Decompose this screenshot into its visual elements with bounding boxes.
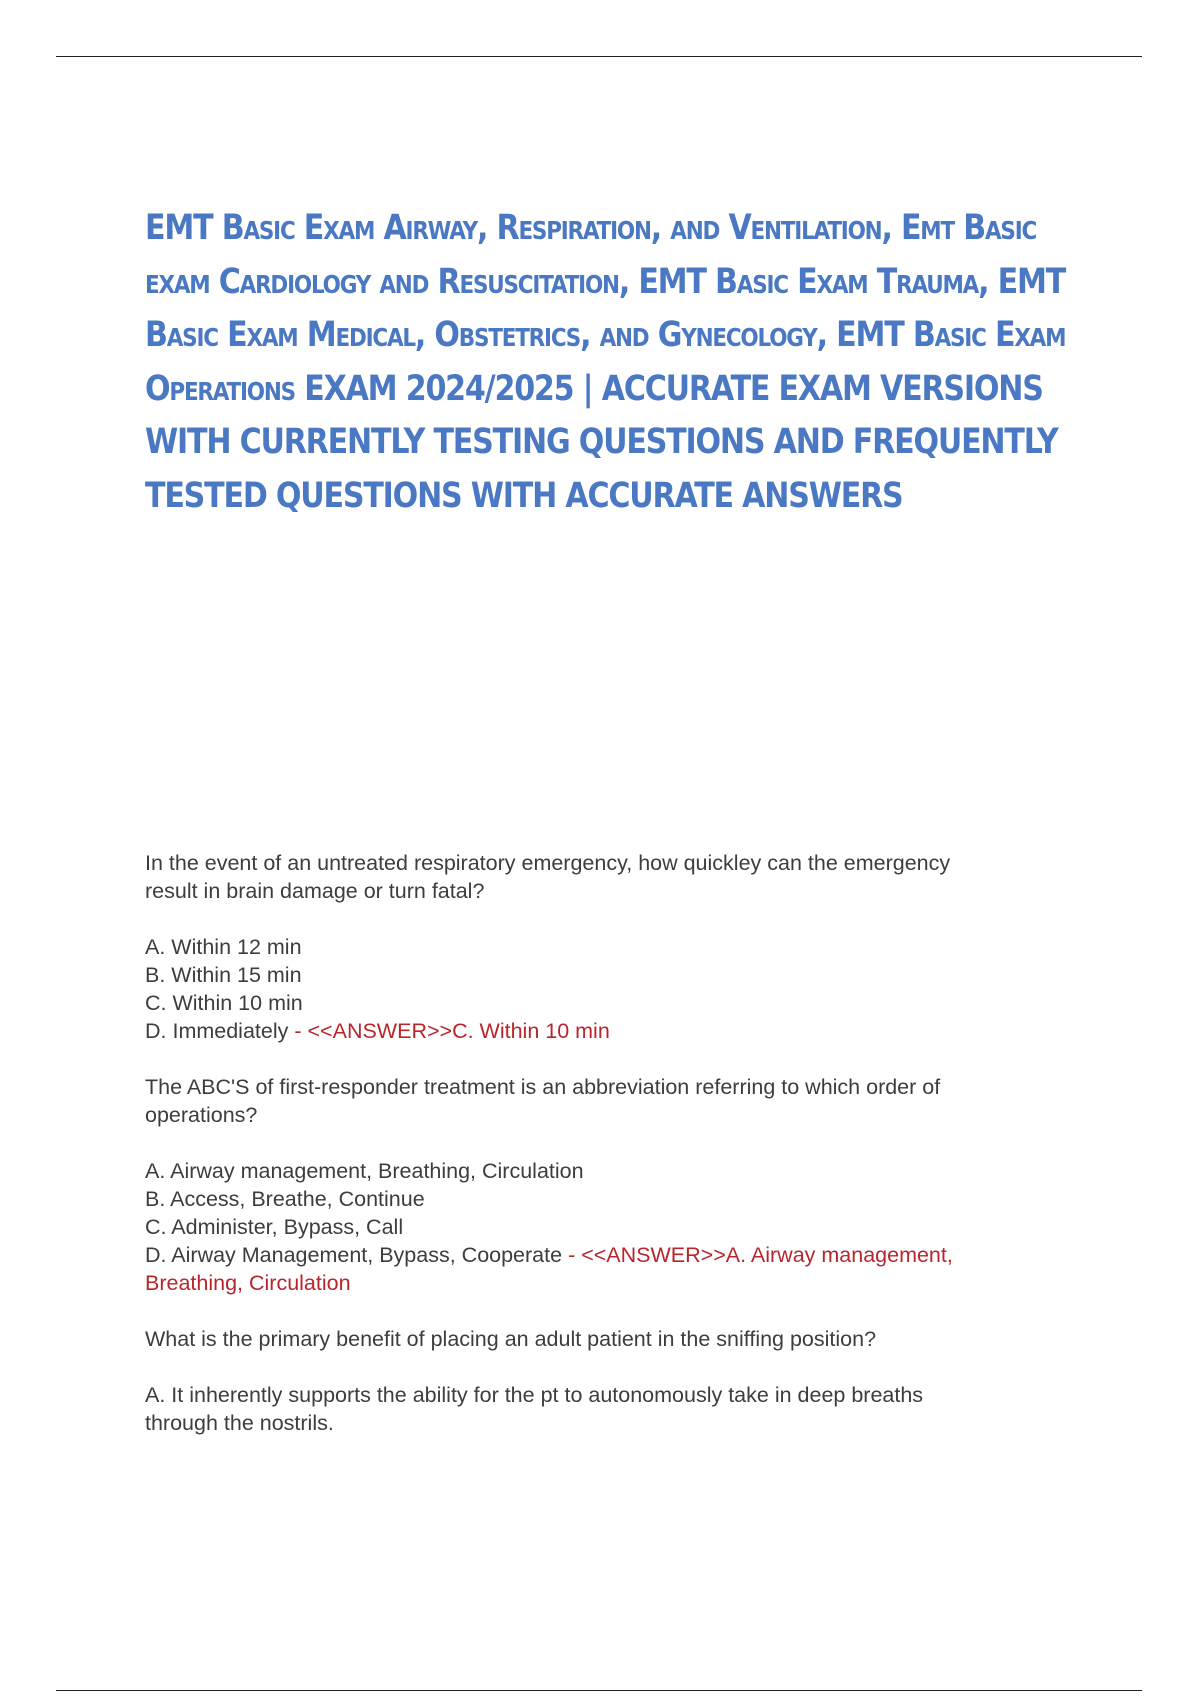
question-block <box>145 1325 1075 1437</box>
option-item: B. Within 15 min <box>145 963 302 987</box>
question-line: The ABC'S of first-responder treatment is an abbreviation referring to which order of <box>145 1075 941 1099</box>
option-item-continued: through the nostrils. <box>145 1411 334 1435</box>
bottom-divider <box>56 1690 1142 1691</box>
question-text <box>145 1325 1075 1353</box>
correct-answer: - <<ANSWER>>C. Within 10 min <box>294 1019 610 1043</box>
title-line: WITH CURRENTLY TESTING QUESTIONS AND FREQUENTLY <box>145 422 1058 462</box>
option-item: A. It inherently supports the ability for the pt to autonomously take in deep breaths <box>145 1383 924 1407</box>
option-item: C. Administer, Bypass, Call <box>145 1215 404 1239</box>
top-divider <box>56 56 1142 57</box>
option-item: A. Within 12 min <box>145 935 302 959</box>
title-line-smallcaps-part: Operations <box>145 368 295 409</box>
option-item-last <box>145 1241 1075 1269</box>
question-list <box>145 849 1075 1465</box>
title-line: TESTED QUESTIONS WITH ACCURATE ANSWERS <box>145 475 903 516</box>
question-line: In the event of an untreated respiratory emergency, how quickley can the emergency <box>145 851 951 875</box>
question-block <box>145 849 1075 1045</box>
question-block <box>145 1073 1075 1297</box>
option-item: B. Access, Breathe, Continue <box>145 1187 425 1211</box>
question-text <box>145 1073 1075 1129</box>
answer-options <box>145 933 1075 1045</box>
option-item: A. Airway management, Breathing, Circulation <box>145 1159 584 1183</box>
title-line: Basic Exam Medical, Obstetrics, and Gynecology, EMT Basic Exam <box>145 315 1066 355</box>
title-line <box>145 363 1043 417</box>
question-line: result in brain damage or turn fatal? <box>145 879 485 903</box>
correct-answer-continued: Breathing, Circulation <box>145 1271 351 1295</box>
question-line: What is the primary benefit of placing an adult patient in the sniffing position? <box>145 1327 877 1351</box>
answer-options <box>145 1381 1075 1437</box>
title-line-caps-part: EXAM 2024/2025 | ACCURATE EXAM VERSIONS <box>294 368 1043 409</box>
document-title <box>145 202 1066 523</box>
correct-answer: - <<ANSWER>>A. Airway management, <box>568 1243 953 1267</box>
option-text: D. Immediately <box>145 1019 289 1043</box>
title-line: exam Cardiology and Resuscitation, EMT Basic Exam Trauma, EMT <box>145 261 1066 302</box>
option-item-last <box>145 1017 1075 1045</box>
answer-options <box>145 1157 1075 1297</box>
title-line: EMT Basic Exam Airway, Respiration, and Ventilation, Emt Basic <box>145 208 1037 248</box>
option-text: D. Airway Management, Bypass, Cooperate <box>145 1243 563 1267</box>
question-text <box>145 849 1075 905</box>
option-item: C. Within 10 min <box>145 991 303 1015</box>
question-line: operations? <box>145 1103 258 1127</box>
